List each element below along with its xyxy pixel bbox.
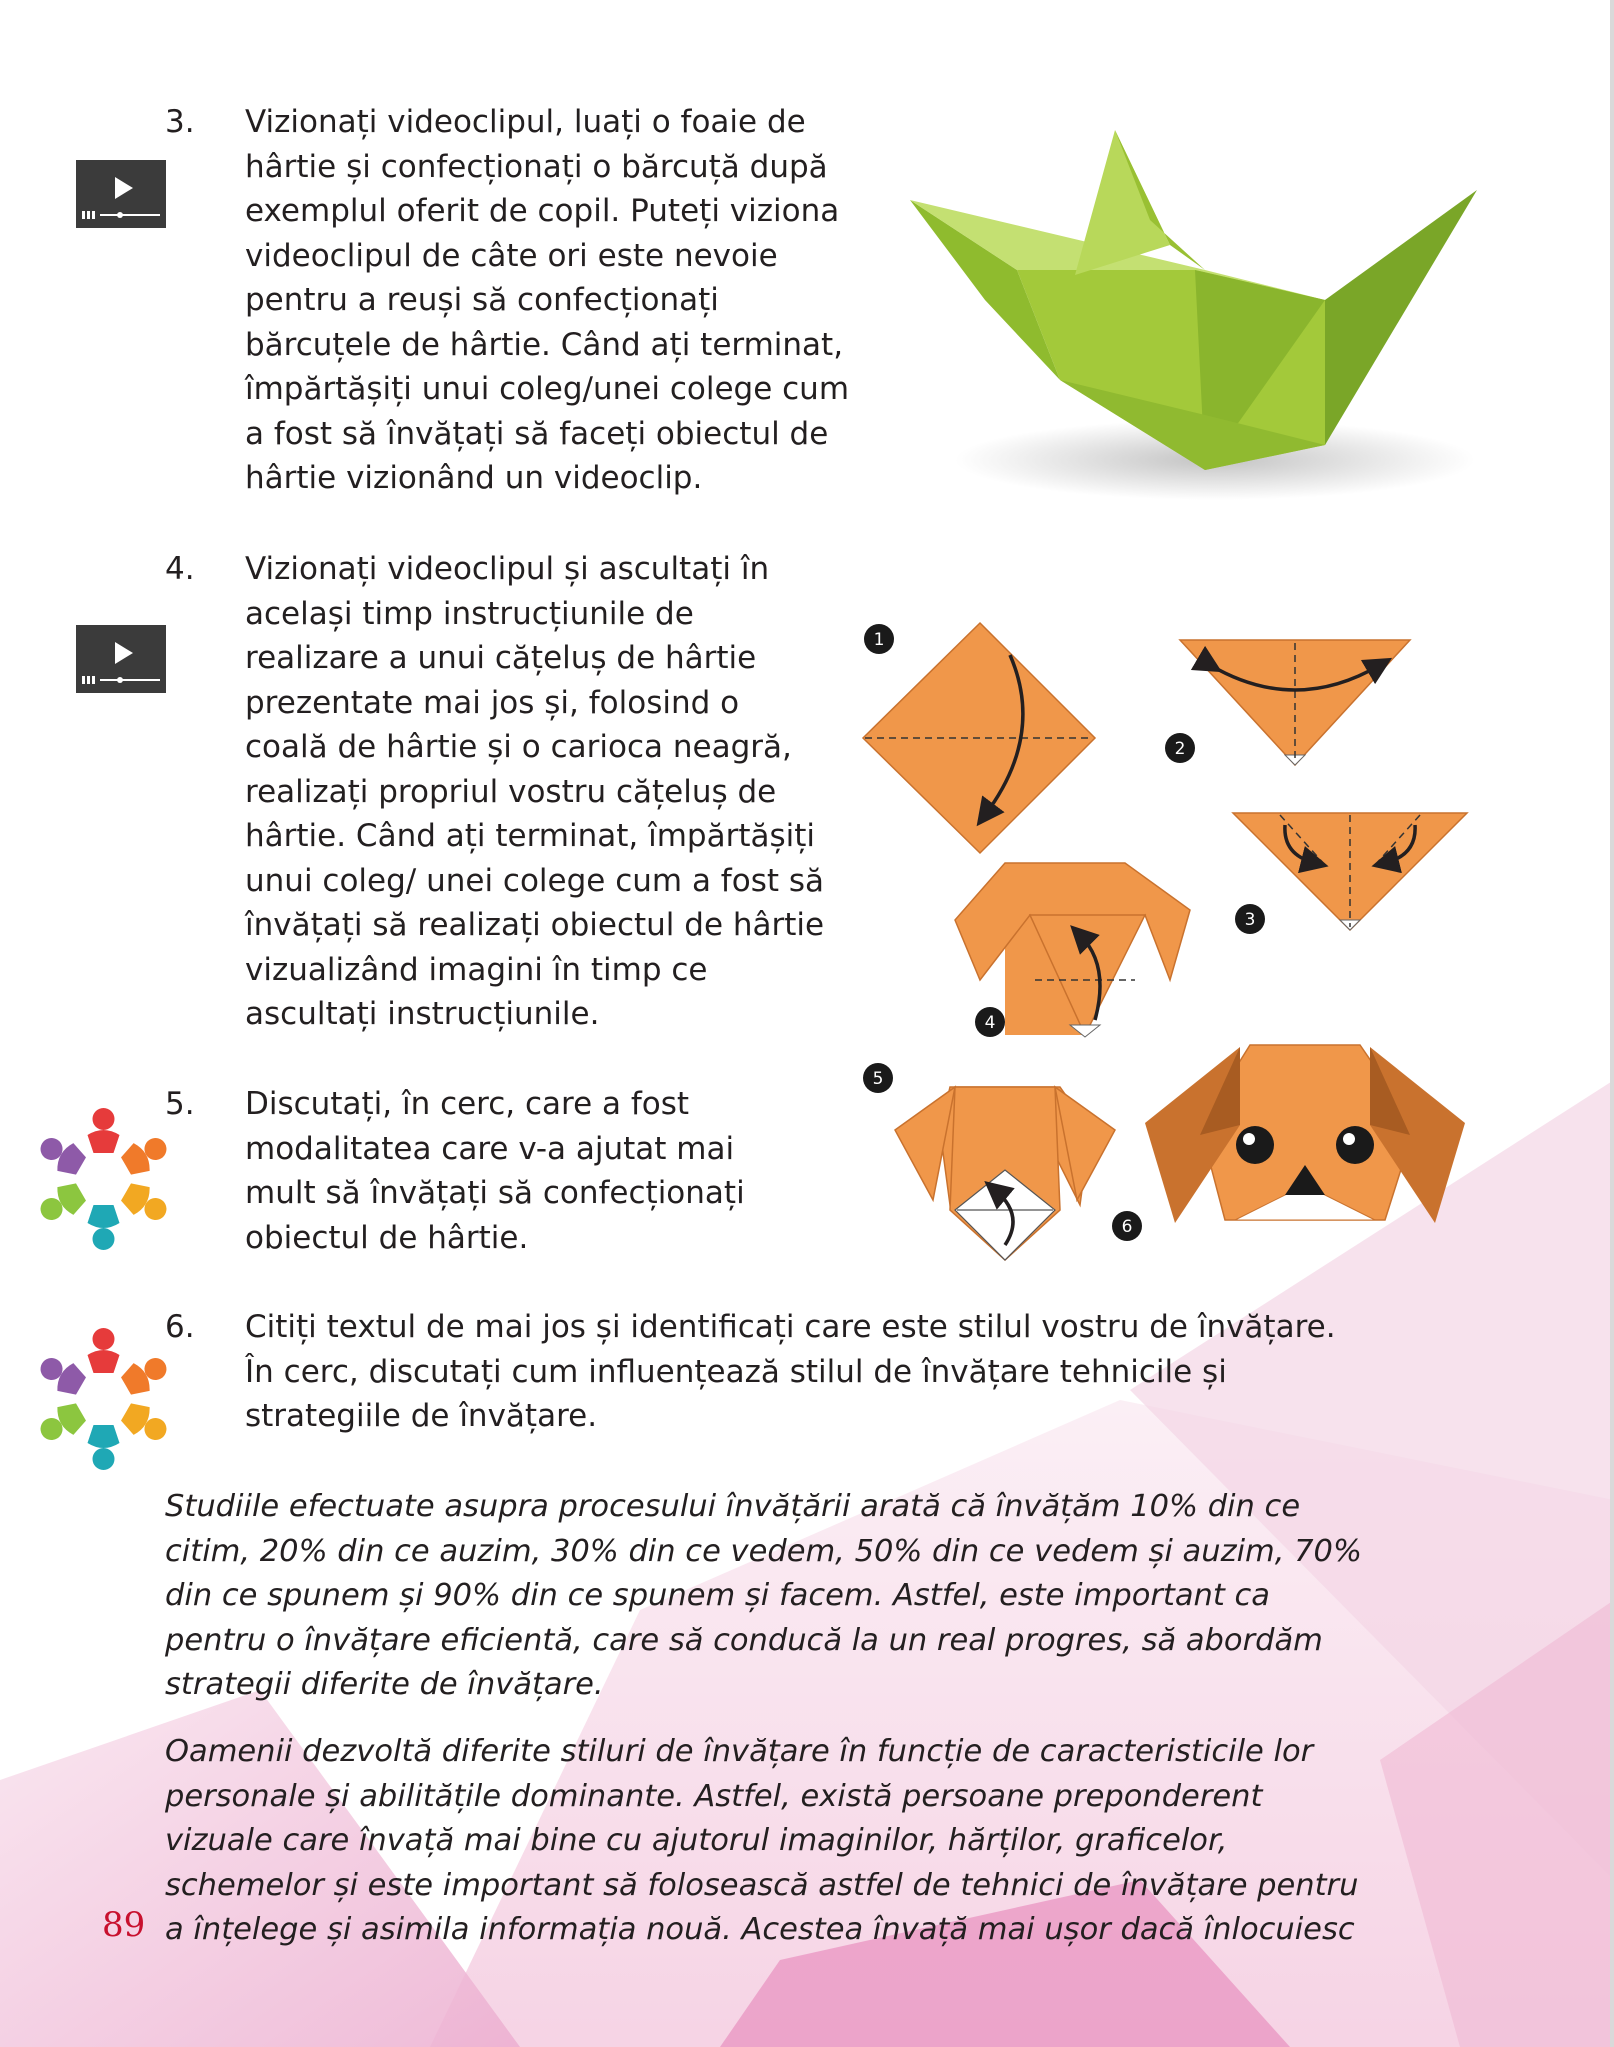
text-line: Vizionați videoclipul și ascultați în xyxy=(245,551,770,587)
text-line: strategiile de învățare. xyxy=(245,1398,598,1434)
info-paragraph-2 xyxy=(165,1730,1430,1953)
svg-text:1: 1 xyxy=(873,630,885,650)
text-line: obiectul de hârtie. xyxy=(245,1219,529,1256)
exercise-number: 6. xyxy=(165,1309,195,1345)
text-line: Oamenii dezvoltă diferite stiluri de învățare în funcție de caracteristicile lor xyxy=(165,1734,1314,1769)
exercise-number: 3. xyxy=(165,104,195,140)
dog-step-3 xyxy=(1233,813,1467,934)
svg-text:4: 4 xyxy=(984,1013,996,1033)
exercise-number: 4. xyxy=(165,551,195,587)
text-line: împărtășiți unui coleg/unei colege cum xyxy=(245,371,850,407)
exercise-text xyxy=(245,547,824,1037)
text-line: citim, 20% din ce auzim, 30% din ce vedem, 50% din ce vedem și auzim, 70% xyxy=(165,1533,1362,1569)
dog-step-2 xyxy=(1165,640,1410,765)
text-line: ascultați instrucțiunile. xyxy=(245,996,600,1032)
dog-step-1 xyxy=(863,623,1095,853)
text-line: din ce spunem și 90% din ce spunem și facem. Astfel, este important ca xyxy=(165,1578,1270,1613)
svg-text:3: 3 xyxy=(1244,910,1256,930)
text-line: Studiile efectuate asupra procesului învățării arată că învățăm 10% din ce xyxy=(165,1489,1301,1524)
video-play-icon[interactable] xyxy=(76,625,166,693)
text-line: videoclipul de câte ori este nevoie xyxy=(245,237,778,274)
text-line: pentru a reuși să confecționați xyxy=(245,282,719,318)
text-line: mult să învățați să confecționați xyxy=(245,1175,745,1211)
text-line: vizuale care învață mai bine cu ajutorul imaginilor, hărților, graficelor, xyxy=(165,1823,1228,1858)
text-line: Discutați, în cerc, care a fost xyxy=(245,1086,690,1122)
text-line: personale și abilitățile dominante. Astfel, există persoane preponderent xyxy=(165,1778,1263,1814)
svg-text:5: 5 xyxy=(872,1069,884,1089)
paper-boat-illustration xyxy=(905,125,1485,525)
video-play-icon[interactable] xyxy=(76,160,166,228)
text-line: realizați propriul vostru cățeluș de xyxy=(245,773,777,810)
text-line: schemelor și este important să folosească astfel de tehnici de învățare pentru xyxy=(165,1867,1359,1903)
text-line: unui coleg/ unei colege cum a fost să xyxy=(245,862,824,899)
text-line: vizualizând imagini în timp ce xyxy=(245,951,708,988)
text-line: exemplul oferit de copil. Puteți viziona xyxy=(245,193,840,229)
text-line: În cerc, discutați cum influențează stilul de învățare tehnicile și xyxy=(245,1353,1227,1390)
text-line: prezentate mai jos și, folosind o xyxy=(245,684,740,721)
text-line: bărcuțele de hârtie. Când ați terminat, xyxy=(245,326,844,363)
text-line: același timp instrucțiunile de xyxy=(245,595,694,632)
text-line: hârtie și confecționați o bărcuță după xyxy=(245,148,828,185)
svg-text:2: 2 xyxy=(1174,739,1186,759)
text-line: a fost să învățați să faceți obiectul de xyxy=(245,415,829,452)
text-line: a înțelege și asimila informația nouă. Acestea învață mai ușor dacă înlocuiesc xyxy=(165,1912,1355,1947)
text-line: modalitatea care v-a ajutat mai xyxy=(245,1130,735,1167)
text-line: realizare a unui cățeluș de hârtie xyxy=(245,640,757,676)
text-line: strategii diferite de învățare. xyxy=(165,1667,604,1702)
svg-text:6: 6 xyxy=(1121,1217,1133,1237)
dog-step-5 xyxy=(863,1063,1115,1260)
text-line: coală de hârtie și o carioca neagră, xyxy=(245,729,792,765)
exercise-number: 5. xyxy=(165,1086,195,1122)
info-paragraph-1 xyxy=(165,1485,1430,1708)
exercise-text xyxy=(245,100,849,501)
page-border xyxy=(1610,0,1614,2047)
dog-step-6 xyxy=(1112,1045,1465,1241)
page-number: 89 xyxy=(102,1905,146,1945)
text-line: Citiți textul de mai jos și identificați care este stilul vostru de învățare. xyxy=(245,1309,1336,1345)
text-line: hârtie. Când ați terminat, împărtășiți xyxy=(245,818,816,854)
dog-step-4 xyxy=(955,863,1210,1037)
text-line: pentru o învățare eficientă, care să conducă la un real progres, să abordăm xyxy=(165,1622,1323,1658)
group-circle-icon xyxy=(36,1105,171,1253)
exercise-text xyxy=(245,1305,1336,1439)
text-line: hârtie vizionând un videoclip. xyxy=(245,460,703,496)
exercise-text xyxy=(245,1082,745,1260)
origami-dog-steps-diagram xyxy=(855,615,1475,1270)
text-line: învățați să realizați obiectul de hârtie xyxy=(245,907,825,943)
text-line: Vizionați videoclipul, luați o foaie de xyxy=(245,104,806,140)
group-circle-icon xyxy=(36,1325,171,1473)
